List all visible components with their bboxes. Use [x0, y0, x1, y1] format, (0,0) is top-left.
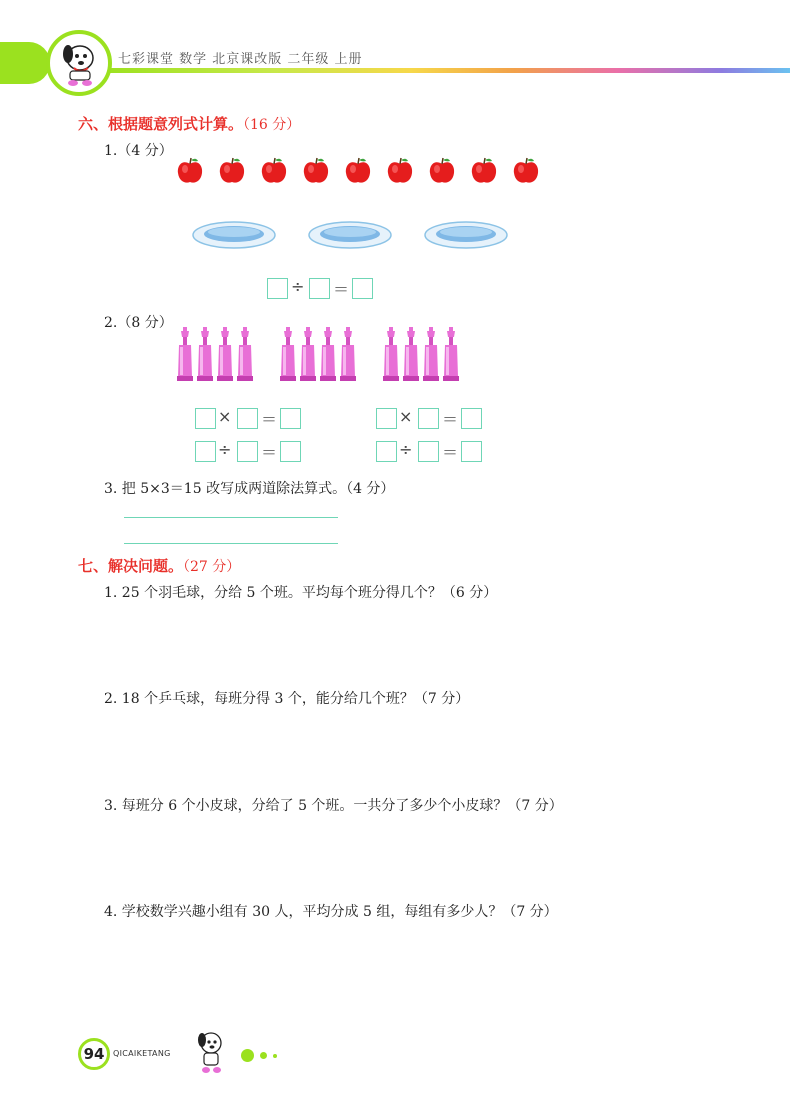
bottle-icon: [176, 327, 194, 381]
header-rainbow-line: [100, 68, 790, 73]
bottle-icon: [196, 327, 214, 381]
equals-sign: ＝: [261, 410, 278, 429]
answer-box[interactable]: [280, 408, 301, 429]
apple-icon: [260, 157, 288, 185]
bottle-icon: [382, 327, 400, 381]
question-6-1-label: 1.（4 分）: [104, 143, 173, 159]
question-6-2-label: 2.（8 分）: [104, 315, 173, 331]
footer-brand: QICAIKETANG: [113, 1049, 171, 1058]
equals-sign: ＝: [261, 443, 278, 462]
header-title: 七彩课堂 数学 北京课改版 二年级 上册: [118, 52, 363, 67]
multiply-sign: ×: [218, 407, 232, 426]
answer-line[interactable]: [124, 517, 338, 518]
bottle-icon: [422, 327, 440, 381]
divide-sign: ÷: [218, 440, 232, 459]
bottle-icon: [442, 327, 460, 381]
answer-box[interactable]: [237, 408, 258, 429]
page-number: 94: [83, 1045, 105, 1063]
apple-icon: [218, 157, 246, 185]
dog-mascot-icon: [56, 38, 104, 88]
question-7-1: 1. 25 个羽毛球，分给 5 个班。平均每个班分得几个？（6 分）: [104, 585, 498, 601]
decor-dot: [241, 1049, 254, 1062]
answer-box[interactable]: [309, 278, 330, 299]
dog-mascot-icon: [196, 1030, 226, 1078]
header-accent-bar: [0, 42, 50, 84]
bottle-icon: [299, 327, 317, 381]
divide-sign: ÷: [399, 440, 413, 459]
apple-icon: [386, 157, 414, 185]
plate-icon: [424, 220, 508, 250]
bottle-icon: [216, 327, 234, 381]
answer-box[interactable]: [280, 441, 301, 462]
apple-icon: [428, 157, 456, 185]
apple-icon: [344, 157, 372, 185]
bottle-icon: [279, 327, 297, 381]
equals-sign: ＝: [442, 443, 459, 462]
multiply-sign: ×: [399, 407, 413, 426]
equals-sign: ＝: [333, 280, 350, 299]
apple-icon: [512, 157, 540, 185]
apple-icon: [470, 157, 498, 185]
answer-box[interactable]: [352, 278, 373, 299]
question-7-4: 4. 学校数学兴趣小组有 30 人，平均分成 5 组，每组有多少人？（7 分）: [104, 904, 558, 920]
divide-sign: ÷: [291, 277, 305, 296]
apple-icon: [176, 157, 204, 185]
answer-box[interactable]: [418, 441, 439, 462]
answer-box[interactable]: [461, 408, 482, 429]
plate-icon: [308, 220, 392, 250]
plate-icon: [192, 220, 276, 250]
question-6-3: 3. 把 5×3＝15 改写成两道除法算式。（4 分）: [104, 481, 395, 497]
question-7-2: 2. 18 个乒乓球，每班分得 3 个，能分给几个班？（7 分）: [104, 691, 470, 707]
apple-icon: [302, 157, 330, 185]
answer-box[interactable]: [376, 408, 397, 429]
answer-box[interactable]: [237, 441, 258, 462]
bottle-icon: [319, 327, 337, 381]
answer-box[interactable]: [418, 408, 439, 429]
answer-box[interactable]: [376, 441, 397, 462]
answer-box[interactable]: [267, 278, 288, 299]
answer-box[interactable]: [461, 441, 482, 462]
bottle-icon: [402, 327, 420, 381]
bottle-icon: [236, 327, 254, 381]
bottle-icon: [339, 327, 357, 381]
answer-line[interactable]: [124, 543, 338, 544]
question-7-3: 3. 每班分 6 个小皮球，分给了 5 个班。一共分了多少个小皮球？（7 分）: [104, 798, 563, 814]
decor-dot: [260, 1052, 267, 1059]
decor-dot: [273, 1054, 277, 1058]
section-7-title: 七、解决问题。（27 分）: [78, 557, 241, 575]
section-6-title: 六、根据题意列式计算。（16 分）: [78, 115, 301, 133]
answer-box[interactable]: [195, 408, 216, 429]
equals-sign: ＝: [442, 410, 459, 429]
answer-box[interactable]: [195, 441, 216, 462]
